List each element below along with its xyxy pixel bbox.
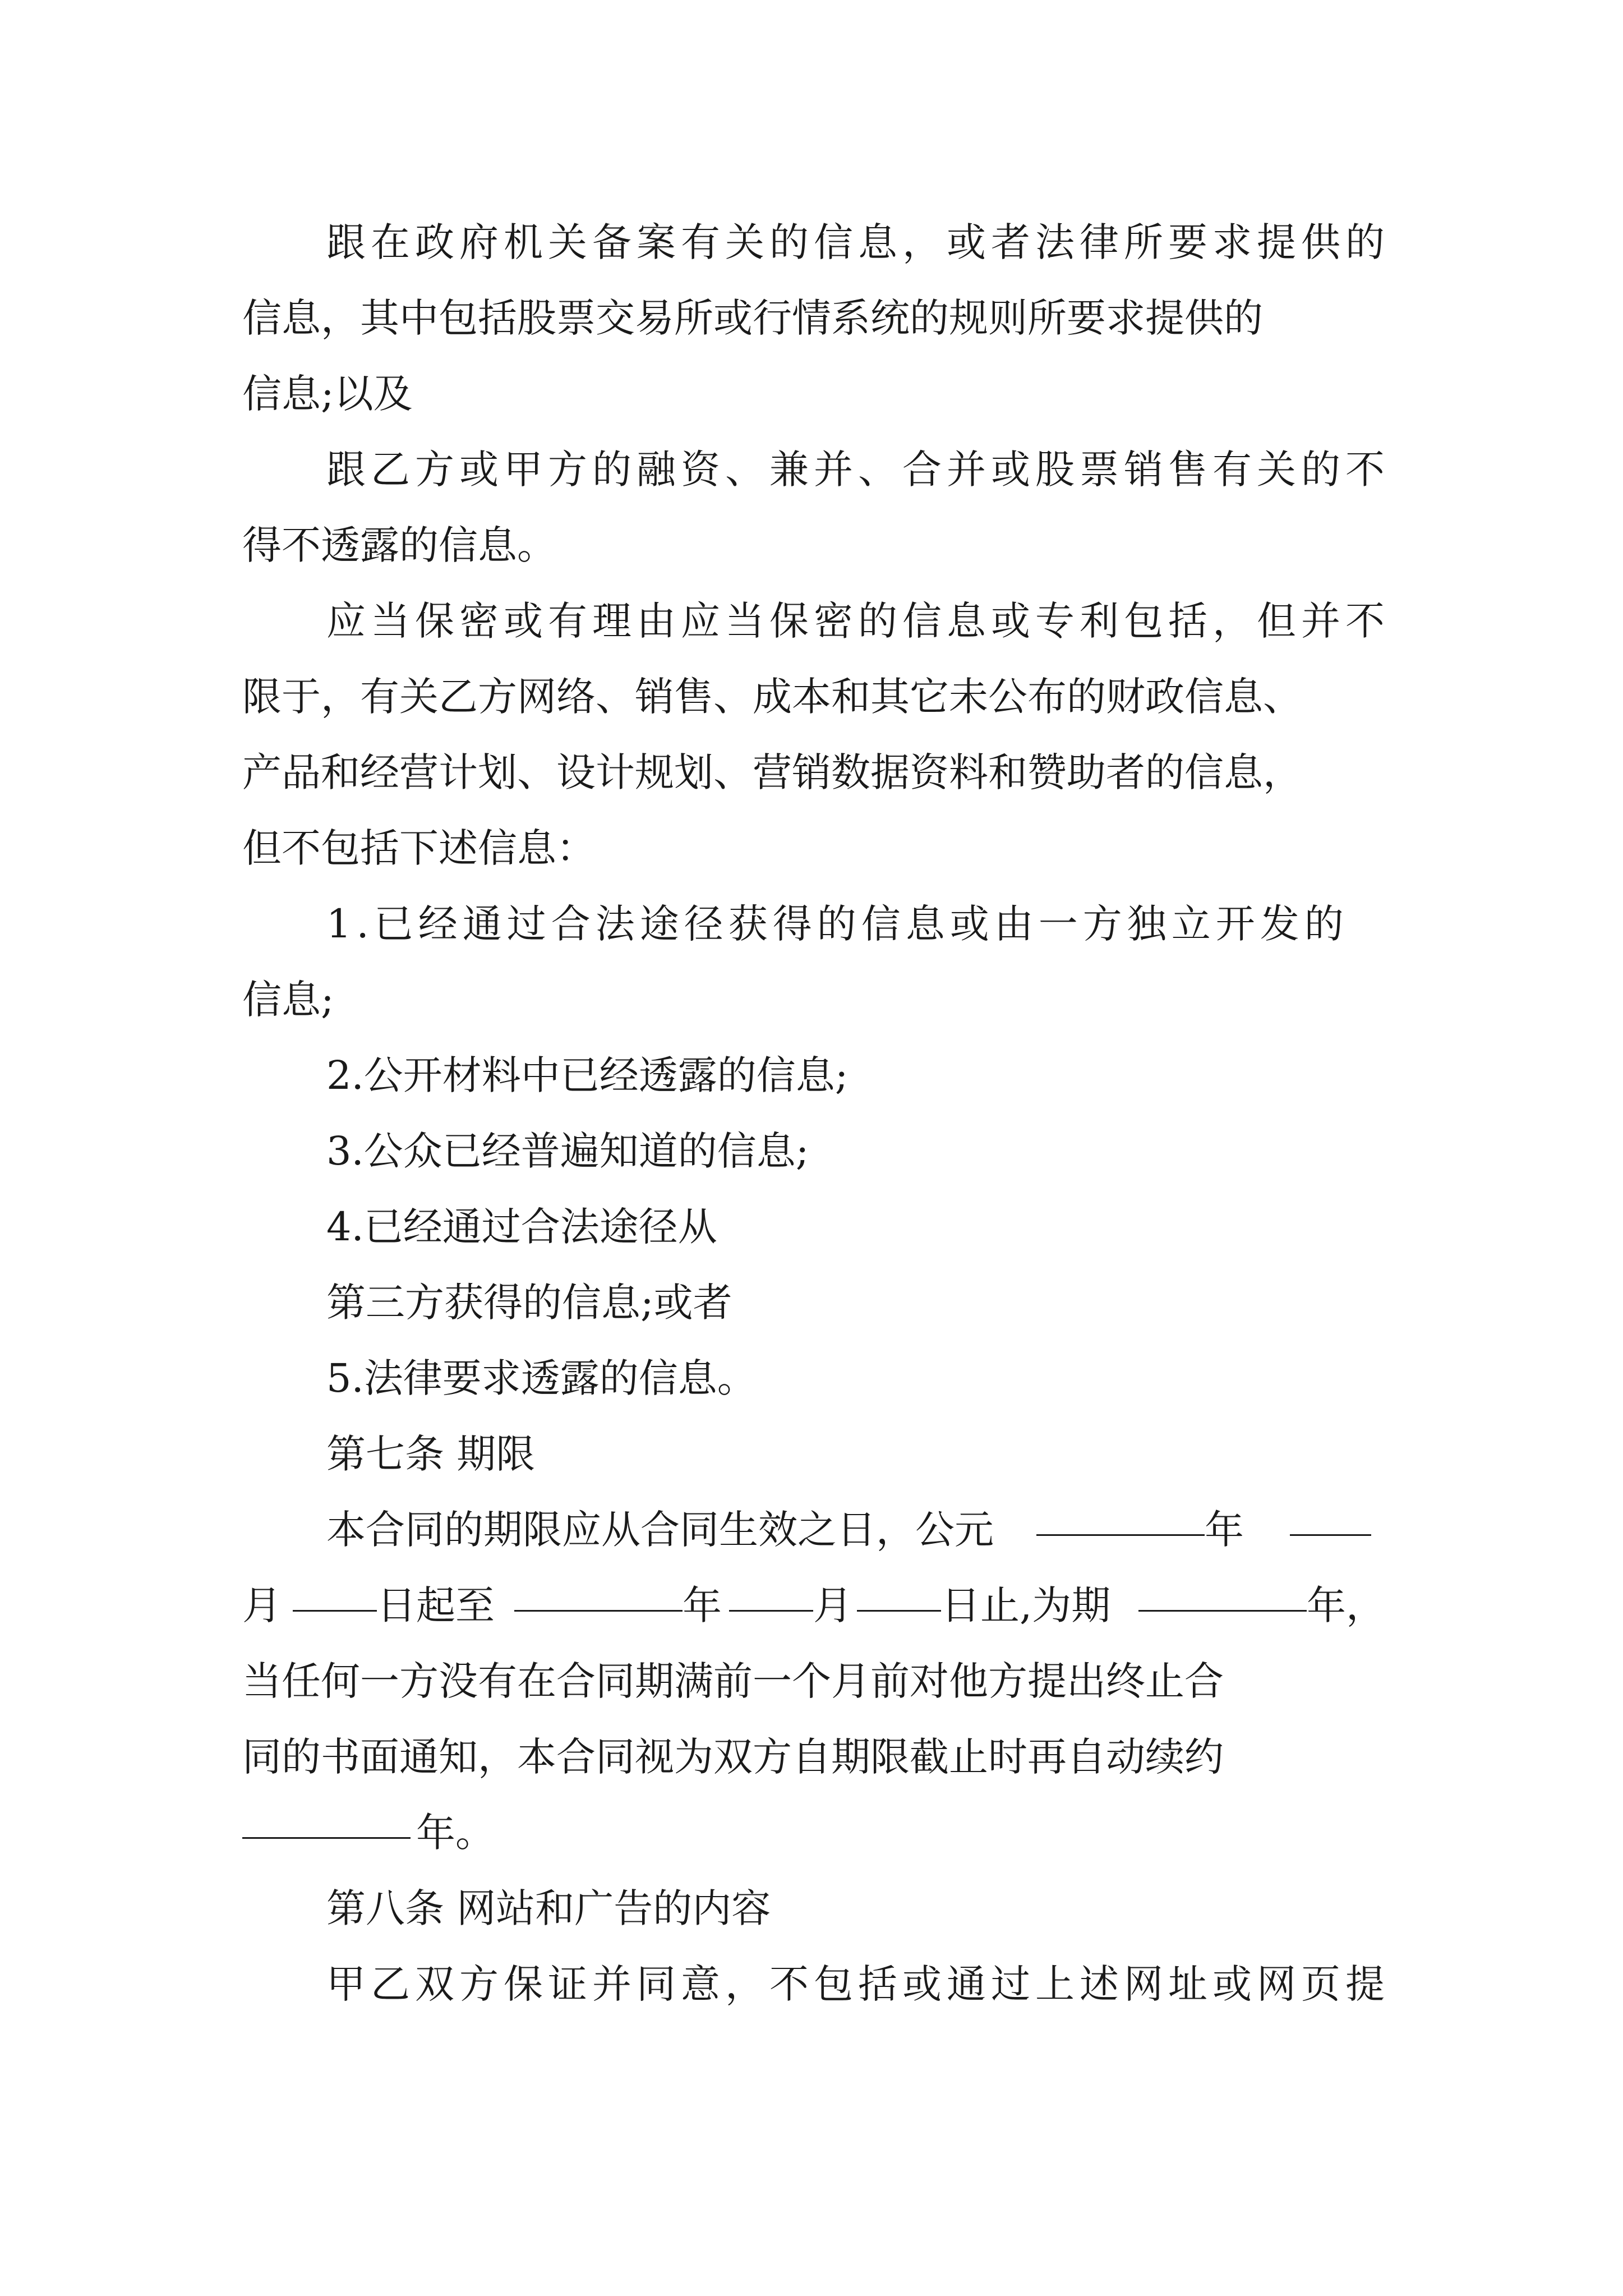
text-line-content: 同的书面通知，本合同视为双方自期限截止时再自动续约 — [242, 1734, 1224, 1780]
text-line-content: 信息，其中包括股票交易所或行情系统的规则所要求提供的 — [242, 295, 1263, 341]
text-line-content: 年 — [1205, 1507, 1244, 1553]
blank-field — [729, 1566, 813, 1612]
text-line-content: 日起至 — [377, 1582, 495, 1628]
text-line-content: 月 — [813, 1582, 852, 1628]
text-line — [0, 809, 1623, 887]
text-line-content: 本合同的期限应从合同生效之日，公元 — [326, 1507, 994, 1553]
list-item — [0, 1112, 1623, 1190]
blank-field — [1290, 1490, 1371, 1536]
text-line — [0, 582, 1623, 660]
text-line — [0, 355, 1623, 433]
text-line — [0, 430, 1623, 509]
text-line-content: 4.已经通过合法途径从 — [326, 1204, 717, 1250]
text-line-content: 年， — [1307, 1582, 1385, 1628]
section-heading — [0, 1869, 1623, 1948]
list-item — [0, 885, 1623, 963]
section-heading — [0, 1415, 1623, 1493]
list-item — [0, 1339, 1623, 1418]
blank-field — [514, 1566, 683, 1612]
text-line — [0, 506, 1623, 585]
text-line-content: 信息;以及 — [242, 371, 413, 417]
text-line — [0, 657, 1623, 736]
text-line — [0, 1263, 1623, 1342]
text-line-content: 第七条 期限 — [326, 1431, 536, 1477]
text-line-content: 年。 — [416, 1810, 495, 1856]
text-line-content: 月 — [242, 1582, 282, 1628]
text-line — [0, 1490, 1623, 1569]
text-line-content: 当任何一方没有在合同期满前一个月前对他方提出终止合 — [242, 1658, 1224, 1704]
text-line-content: 跟在政府机关备案有关的信息，或者法律所要求提供的 — [326, 219, 1390, 265]
text-line — [0, 1642, 1623, 1720]
text-line — [0, 733, 1623, 812]
text-line-content: 但不包括下述信息： — [242, 825, 596, 871]
blank-field — [242, 1793, 411, 1839]
text-line-content: 限于，有关乙方网络、销售、成本和其它未公布的财政信息、 — [242, 674, 1302, 720]
text-line-content: 3.公众已经普遍知道的信息; — [326, 1128, 809, 1174]
list-item — [0, 1188, 1623, 1266]
text-line — [0, 1566, 1623, 1645]
text-line-content: 得不透露的信息。 — [242, 522, 556, 568]
text-line — [0, 1793, 1623, 1872]
text-line-content: 甲乙双方保证并同意，不包括或通过上述网址或网页提 — [326, 1961, 1390, 2007]
text-line-content: 5.法律要求透露的信息。 — [326, 1355, 757, 1401]
text-line-content: 年 — [683, 1582, 722, 1628]
blank-field — [1138, 1566, 1307, 1612]
text-line-content: 1.已经通过合法途径获得的信息或由一方独立开发的 — [326, 901, 1349, 947]
blank-field — [1036, 1490, 1205, 1536]
text-line-content: 第三方获得的信息;或者 — [326, 1280, 732, 1326]
text-line-content: 日止,为期 — [941, 1582, 1111, 1628]
blank-field — [857, 1566, 941, 1612]
text-line-content: 跟乙方或甲方的融资、兼并、合并或股票销售有关的不 — [326, 447, 1390, 493]
text-line-content: 2.公开材料中已经透露的信息; — [326, 1052, 849, 1098]
text-line-content: 第八条 网站和广告的内容 — [326, 1885, 771, 1931]
text-line — [0, 1718, 1623, 1796]
text-line-content: 产品和经营计划、设计规划、营销数据资料和赞助者的信息， — [242, 749, 1302, 795]
blank-field — [293, 1566, 377, 1612]
text-line — [0, 203, 1623, 282]
text-line — [0, 279, 1623, 357]
list-item — [0, 1036, 1623, 1115]
text-line-content: 应当保密或有理由应当保密的信息或专利包括，但并不 — [326, 598, 1390, 644]
text-line — [0, 1945, 1623, 2023]
text-line — [0, 960, 1623, 1039]
text-line-content: 信息; — [242, 977, 334, 1023]
